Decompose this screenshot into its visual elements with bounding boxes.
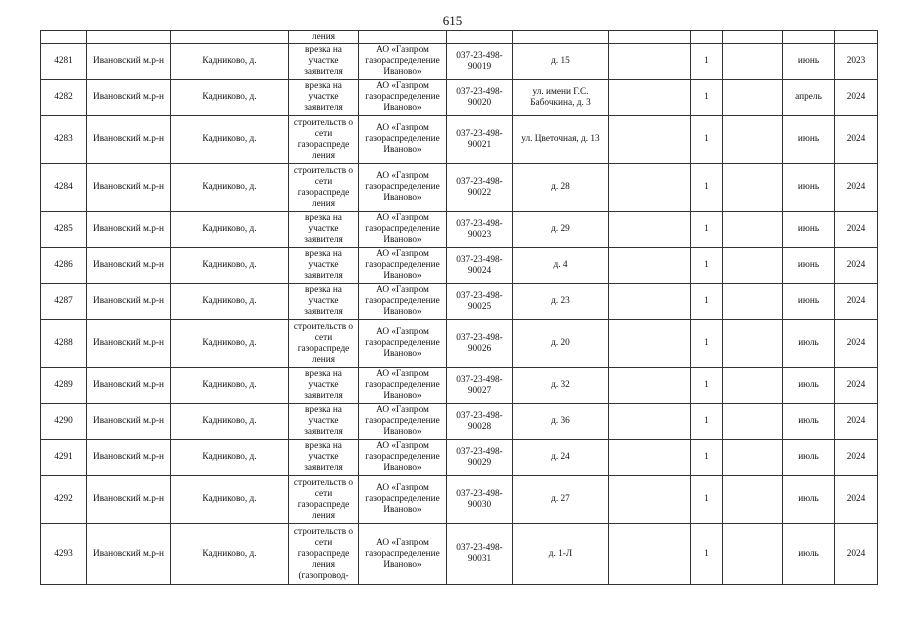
cell-organization: АО «Газпром газораспределение Иваново» [359,248,447,284]
cell-district: Ивановский м.р-н [87,404,171,440]
cell-quantity: 1 [691,320,723,368]
table-row [41,80,878,116]
table-row [41,440,878,476]
cell-number: 4283 [41,116,87,164]
table-row [41,524,878,585]
cell-settlement: Кадниково, д. [171,524,289,585]
cell-month: апрель [783,80,835,116]
table-row-continued [41,31,878,44]
cell-work-type: строительств о сети газораспреде ления [289,164,359,212]
cell-number: 4290 [41,404,87,440]
cell-month: июль [783,368,835,404]
cell-empty [723,31,783,44]
cell-empty [609,44,691,80]
cell-number: 4288 [41,320,87,368]
cell-month: июль [783,476,835,524]
cell-district: Ивановский м.р-н [87,212,171,248]
table-row [41,284,878,320]
cell-empty [609,248,691,284]
cell-work-type: врезка на участке заявителя [289,248,359,284]
cell-month: июнь [783,116,835,164]
cell-work-type: строительств о сети газораспреде ления [289,476,359,524]
cell-organization: АО «Газпром газораспределение Иваново» [359,476,447,524]
cell-quantity: 1 [691,80,723,116]
cell-settlement: Кадниково, д. [171,368,289,404]
work-type-fragment: ления [312,32,335,42]
cell-code: 037-23-498-90019 [447,44,513,80]
cell-empty [609,320,691,368]
cell-settlement: Кадниково, д. [171,404,289,440]
cell-number: 4289 [41,368,87,404]
cell-work-type [289,31,359,44]
cell-work-type: строительств о сети газораспреде ления [289,116,359,164]
cell-district [87,31,171,44]
cell-number: 4287 [41,284,87,320]
cell-organization: АО «Газпром газораспределение Иваново» [359,440,447,476]
cell-number: 4282 [41,80,87,116]
cell-settlement: Кадниково, д. [171,320,289,368]
cell-district: Ивановский м.р-н [87,320,171,368]
cell-work-type: врезка на участке заявителя [289,368,359,404]
cell-settlement: Кадниково, д. [171,284,289,320]
cell-code: 037-23-498-90021 [447,116,513,164]
cell-year: 2024 [835,440,878,476]
cell-empty [609,476,691,524]
cell-district: Ивановский м.р-н [87,248,171,284]
cell-year: 2024 [835,116,878,164]
cell-district: Ивановский м.р-н [87,368,171,404]
cell-district: Ивановский м.р-н [87,524,171,585]
cell-empty [723,80,783,116]
cell-code: 037-23-498-90031 [447,524,513,585]
cell-code: 037-23-498-90026 [447,320,513,368]
cell-number: 4293 [41,524,87,585]
cell-code: 037-23-498-90030 [447,476,513,524]
cell-work-type: врезка на участке заявителя [289,404,359,440]
cell-year: 2024 [835,320,878,368]
cell-empty [723,212,783,248]
cell-work-type: врезка на участке заявителя [289,212,359,248]
cell-month: июль [783,404,835,440]
table-row [41,476,878,524]
cell-empty [609,524,691,585]
cell-address: д. 1-Л [513,524,609,585]
cell-settlement: Кадниково, д. [171,80,289,116]
table-row [41,164,878,212]
cell-district: Ивановский м.р-н [87,284,171,320]
cell-code: 037-23-498-90029 [447,440,513,476]
cell-number: 4291 [41,440,87,476]
cell-empty [609,404,691,440]
cell-district: Ивановский м.р-н [87,164,171,212]
cell-quantity: 1 [691,116,723,164]
cell-address: д. 27 [513,476,609,524]
cell-year: 2024 [835,80,878,116]
cell-settlement: Кадниково, д. [171,116,289,164]
cell-empty [723,284,783,320]
cell-organization: АО «Газпром газораспределение Иваново» [359,368,447,404]
cell-code: 037-23-498-90022 [447,164,513,212]
cell-work-type: врезка на участке заявителя [289,44,359,80]
cell-month: июль [783,320,835,368]
table-row [41,248,878,284]
cell-month: июнь [783,44,835,80]
table-body [41,31,878,585]
cell-empty [609,284,691,320]
cell-quantity: 1 [691,164,723,212]
cell-address: ул. имени Г.С. Бабочкина, д. 3 [513,80,609,116]
cell-district: Ивановский м.р-н [87,476,171,524]
cell-empty [609,31,691,44]
cell-work-type: строительств о сети газораспреде ления (газопровод- [289,524,359,585]
cell-empty [609,440,691,476]
cell-settlement: Кадниково, д. [171,164,289,212]
cell-month: июнь [783,284,835,320]
cell-empty [609,368,691,404]
cell-quantity [691,31,723,44]
cell-empty [723,248,783,284]
cell-quantity: 1 [691,440,723,476]
cell-address: д. 4 [513,248,609,284]
cell-empty [723,320,783,368]
cell-settlement: Кадниково, д. [171,44,289,80]
cell-quantity: 1 [691,404,723,440]
cell-empty [609,80,691,116]
cell-address: д. 29 [513,212,609,248]
cell-empty [723,440,783,476]
table-row [41,368,878,404]
cell-organization: АО «Газпром газораспределение Иваново» [359,212,447,248]
cell-organization: АО «Газпром газораспределение Иваново» [359,284,447,320]
cell-work-type: врезка на участке заявителя [289,80,359,116]
cell-month: июль [783,524,835,585]
cell-code: 037-23-498-90028 [447,404,513,440]
cell-number [41,31,87,44]
cell-empty [723,368,783,404]
cell-year: 2024 [835,284,878,320]
cell-organization: АО «Газпром газораспределение Иваново» [359,44,447,80]
cell-quantity: 1 [691,44,723,80]
cell-empty [723,164,783,212]
cell-address: д. 24 [513,440,609,476]
cell-quantity: 1 [691,476,723,524]
cell-empty [723,404,783,440]
cell-code: 037-23-498-90020 [447,80,513,116]
cell-district: Ивановский м.р-н [87,44,171,80]
cell-organization: АО «Газпром газораспределение Иваново» [359,524,447,585]
cell-year: 2023 [835,44,878,80]
cell-quantity: 1 [691,212,723,248]
table-row [41,212,878,248]
cell-work-type: врезка на участке заявителя [289,284,359,320]
cell-work-type: врезка на участке заявителя [289,440,359,476]
cell-settlement: Кадниково, д. [171,476,289,524]
cell-year: 2024 [835,212,878,248]
cell-organization: АО «Газпром газораспределение Иваново» [359,164,447,212]
cell-month: июнь [783,248,835,284]
cell-number: 4284 [41,164,87,212]
cell-empty [723,44,783,80]
cell-code [447,31,513,44]
cell-organization: АО «Газпром газораспределение Иваново» [359,80,447,116]
cell-address: д. 15 [513,44,609,80]
cell-settlement: Кадниково, д. [171,212,289,248]
cell-code: 037-23-498-90024 [447,248,513,284]
cell-district: Ивановский м.р-н [87,80,171,116]
cell-number: 4285 [41,212,87,248]
cell-address: ул. Цветочная, д. 13 [513,116,609,164]
gas-connection-table [40,30,878,585]
cell-number: 4292 [41,476,87,524]
cell-year: 2024 [835,248,878,284]
cell-empty [609,212,691,248]
cell-empty [723,476,783,524]
cell-empty [723,116,783,164]
cell-quantity: 1 [691,248,723,284]
cell-year: 2024 [835,524,878,585]
cell-address: д. 28 [513,164,609,212]
cell-address [513,31,609,44]
cell-district: Ивановский м.р-н [87,116,171,164]
cell-empty [609,116,691,164]
cell-year: 2024 [835,368,878,404]
cell-quantity: 1 [691,284,723,320]
cell-empty [609,164,691,212]
table-row [41,404,878,440]
cell-code: 037-23-498-90027 [447,368,513,404]
cell-code: 037-23-498-90023 [447,212,513,248]
cell-code: 037-23-498-90025 [447,284,513,320]
cell-month: июнь [783,212,835,248]
cell-organization: АО «Газпром газораспределение Иваново» [359,404,447,440]
table-row [41,320,878,368]
table-row [41,44,878,80]
cell-year: 2024 [835,164,878,212]
cell-settlement: Кадниково, д. [171,440,289,476]
cell-organization: АО «Газпром газораспределение Иваново» [359,320,447,368]
cell-address: д. 23 [513,284,609,320]
cell-quantity: 1 [691,368,723,404]
cell-settlement [171,31,289,44]
cell-year: 2024 [835,476,878,524]
cell-quantity: 1 [691,524,723,585]
cell-number: 4281 [41,44,87,80]
cell-month [783,31,835,44]
cell-address: д. 20 [513,320,609,368]
cell-address: д. 32 [513,368,609,404]
table-row [41,116,878,164]
cell-month: июль [783,440,835,476]
cell-number: 4286 [41,248,87,284]
cell-year [835,31,878,44]
cell-settlement: Кадниково, д. [171,248,289,284]
cell-organization [359,31,447,44]
cell-month: июнь [783,164,835,212]
cell-address: д. 36 [513,404,609,440]
cell-year: 2024 [835,404,878,440]
page-number: 615 [442,13,463,28]
cell-organization: АО «Газпром газораспределение Иваново» [359,116,447,164]
cell-work-type: строительств о сети газораспреде ления [289,320,359,368]
cell-empty [723,524,783,585]
cell-district: Ивановский м.р-н [87,440,171,476]
